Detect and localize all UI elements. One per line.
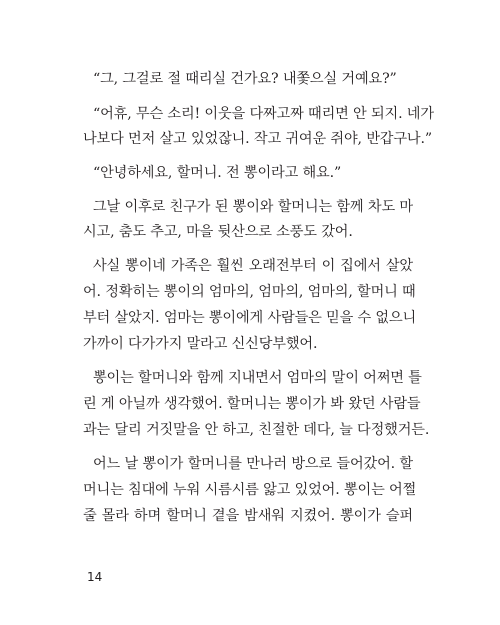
text-line: 어느 날 뽕이가 할머니를 만나러 방으로 들어갔어. 할 <box>93 456 413 472</box>
text-line: 린 게 아닐까 생각했어. 할머니는 뽕이가 봐 왔던 사람들 <box>83 396 421 412</box>
text-line: 사실 뽕이네 가족은 훨씬 오래전부터 이 집에서 살았 <box>93 258 413 274</box>
page-number: 14 <box>87 570 103 584</box>
text-line: 어. 정확히는 뽕이의 엄마의, 엄마의, 엄마의, 할머니 때 <box>83 284 416 300</box>
text-line: 그날 이후로 친구가 된 뽕이와 할머니는 함께 차도 마 <box>93 199 413 215</box>
text-line: 과는 달리 거짓말을 안 하고, 친절한 데다, 늘 다정했거든. <box>83 422 430 438</box>
text-line: 부터 살았지. 엄마는 뽕이에게 사람들은 믿을 수 없으니 <box>83 310 417 326</box>
text-line: 나보다 먼저 살고 있었잖니. 작고 귀여운 쥐야, 반갑구나.” <box>83 131 432 147</box>
text-line: “그, 그걸로 절 때리실 건가요? 내쫓으실 거예요?” <box>93 71 397 87</box>
text-line: “안녕하세요, 할머니. 전 뽕이라고 해요.” <box>93 165 342 181</box>
text-line: 뽕이는 할머니와 함께 지내면서 엄마의 말이 어쩌면 틀 <box>93 370 422 386</box>
text-line: “어휴, 무슨 소리! 이웃을 다짜고짜 때리면 안 되지. 네가 <box>93 106 434 122</box>
text-line: 가까이 다가가지 말라고 신신당부했어. <box>83 336 318 352</box>
text-line: 머니는 침대에 누워 시름시름 앓고 있었어. 뽕이는 어쩔 <box>83 482 417 498</box>
text-line: 시고, 춤도 추고, 마을 뒷산으로 소풍도 갔어. <box>83 224 353 240</box>
text-line: 줄 몰라 하며 할머니 곁을 밤새워 지켰어. 뽕이가 슬퍼 <box>83 508 413 524</box>
